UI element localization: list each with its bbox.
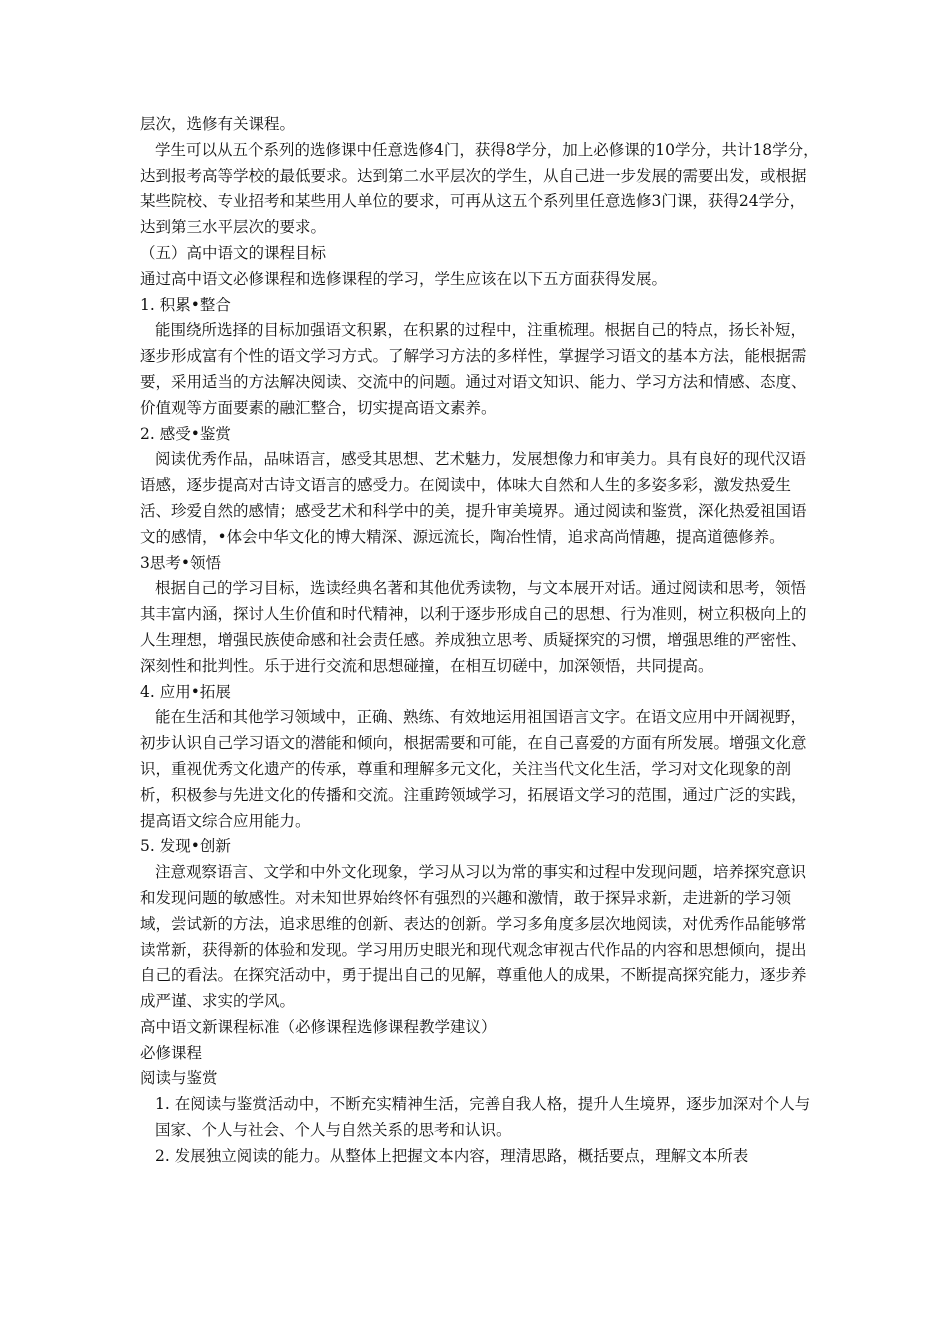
goal-heading-5: 5. 发现•创新 bbox=[140, 837, 231, 856]
required-course-heading: 必修课程 bbox=[140, 1043, 203, 1062]
goal-paragraph-2: 阅读优秀作品，品味语言，感受其思想、艺术魅力，发展想像力和审美力。具有良好的现代汉语语感，逐步提高对古诗文语言的感受力。在阅读中，体味大自然和人生的多姿多彩，激发热爱生活、珍爱自然的感情；感受艺术和科学中的美，提升审美境界。通过阅读和鉴赏，深化热爱祖国语文的感情，•体会中华文化的博大精深、源远流长，陶冶性情，追求高尚情趣，提高道德修养。 bbox=[140, 450, 807, 546]
reading-appreciation-heading: 阅读与鉴赏 bbox=[140, 1069, 218, 1088]
list-item-2: 2. 发展独立阅读的能力。从整体上把握文本内容，理清思路，概括要点，理解文本所表 bbox=[155, 1146, 749, 1165]
standard-title: 高中语文新课程标准（必修课程选修课程教学建议） bbox=[140, 1017, 497, 1036]
paragraph-goals-intro: 通过高中语文必修课程和选修课程的学习，学生应该在以下五方面获得发展。 bbox=[140, 269, 668, 288]
goal-heading-3: 3思考•领悟 bbox=[140, 553, 222, 572]
section-heading-course-goals: （五）高中语文的课程目标 bbox=[140, 243, 327, 262]
list-item-1: 1. 在阅读与鉴赏活动中，不断充实精神生活，完善自我人格，提升人生境界，逐步加深对个人与国家、个人与社会、个人与自然关系的思考和认识。 bbox=[155, 1095, 811, 1140]
paragraph-level-course: 层次，选修有关课程。 bbox=[140, 115, 296, 133]
goal-paragraph-4: 能在生活和其他学习领域中，正确、熟练、有效地运用祖国语言文字。在语文应用中开阔视野，初步认识自己学习语文的潜能和倾向，根据需要和可能，在自己喜爱的方面有所发展。增强文化意识，重视优秀文化遗产的传承，尊重和理解多元文化，关注当代文化生活，学习对文化现象的剖析，积极参与先进文化的传播和交流。注重跨领域学习，拓展语文学习的范围，通过广泛的实践，提高语文综合应用能力。 bbox=[140, 708, 807, 830]
goal-heading-1: 1. 积累•整合 bbox=[140, 295, 231, 314]
goal-paragraph-3: 根据自己的学习目标，选读经典名著和其他优秀读物，与文本展开对话。通过阅读和思考，领悟其丰富内涵，探讨人生价值和时代精神，以利于逐步形成自己的思想、行为准则，树立积极向上的人生理想，增强民族使命感和社会责任感。养成独立思考、质疑探究的习惯，增强思维的严密性、深刻性和批判性。乐于进行交流和思想碰撞，在相互切磋中，加深领悟，共同提高。 bbox=[140, 579, 807, 675]
document-body bbox=[140, 112, 820, 1170]
goal-paragraph-5: 注意观察语言、文学和中外文化现象，学习从习以为常的事实和过程中发现问题，培养探究意识和发现问题的敏感性。对未知世界始终怀有强烈的兴趣和激情，敢于探异求新，走进新的学习领域，尝试新的方法，追求思维的创新、表达的创新。学习多角度多层次地阅读，对优秀作品能够常读常新，获得新的体验和发现。学习用历史眼光和现代观念审视古代作品的内容和思想倾向，提出自己的看法。在探究活动中，勇于提出自己的见解，尊重他人的成果，不断提高探究能力，逐步养成严谨、求实的学风。 bbox=[140, 863, 807, 1011]
goal-paragraph-1: 能围绕所选择的目标加强语文积累，在积累的过程中，注重梳理。根据自己的特点，扬长补短，逐步形成富有个性的语文学习方式。了解学习方法的多样性，掌握学习语文的基本方法，能根据需要，采用适当的方法解决阅读、交流中的问题。通过对语文知识、能力、学习方法和情感、态度、价值观等方面要素的融汇整合，切实提高语文素养。 bbox=[140, 321, 807, 417]
paragraph-elective-credits: 学生可以从五个系列的选修课中任意选修4门，获得8学分，加上必修课的10学分，共计18学分，达到报考高等学校的最低要求。达到第二水平层次的学生，从自己进一步发展的需要出发，或根据某些院校、专业招考和某些用人单位的要求，可再从这五个系列里任意选修3门课，获得24学分，达到第三水平层次的要求。 bbox=[140, 140, 819, 237]
goal-heading-4: 4. 应用•拓展 bbox=[140, 682, 231, 701]
goal-heading-2: 2. 感受•鉴赏 bbox=[140, 424, 231, 443]
